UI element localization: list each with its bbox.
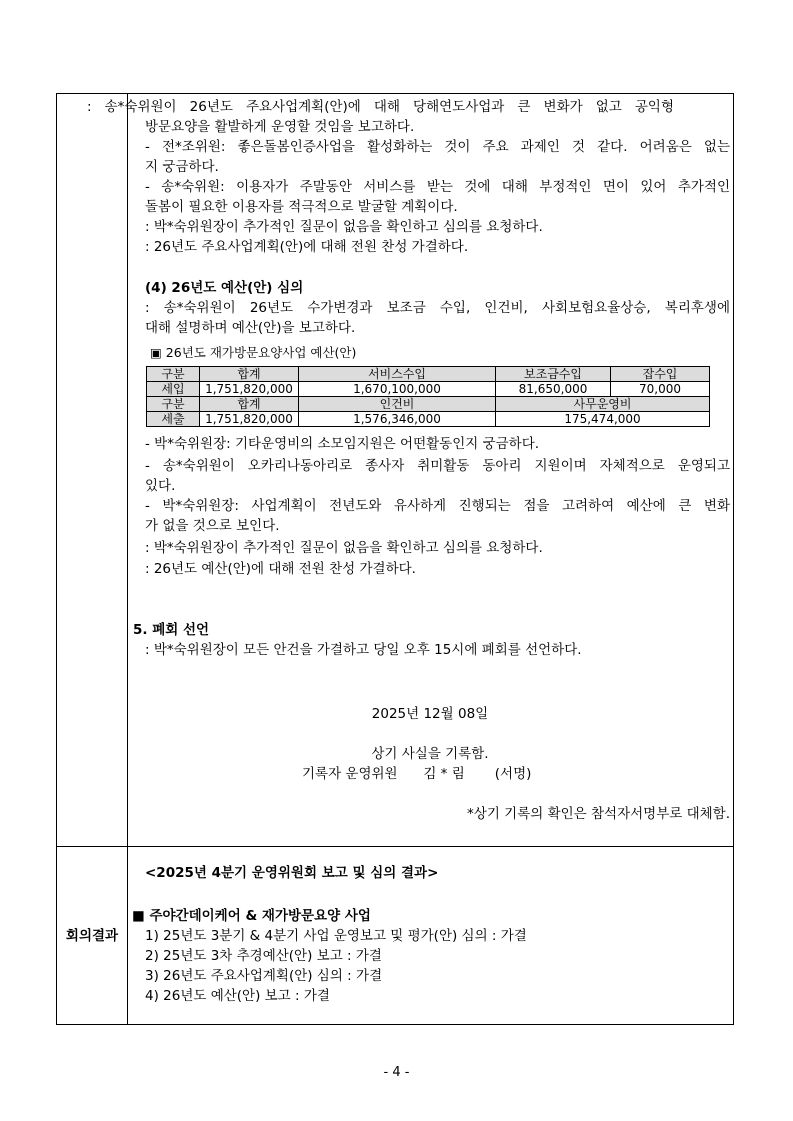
- minutes-line: - 송*숙위원: 이용자가 주말동안 서비스를 받는 것에 대해 부정적인 면이 있어 추가적인: [145, 179, 730, 195]
- minutes-line: - 박*숙위원장: 기타운영비의 소모임지원은 어떤활동인지 궁금하다.: [145, 436, 540, 452]
- column-divider: [127, 94, 128, 1024]
- minutes-line: - 송*숙위원이 오카리나동아리로 종사자 취미활동 동아리 지원이며 자체적으로 운영되고: [145, 458, 730, 474]
- table-cell: 보조금수입: [496, 367, 611, 382]
- minutes-line: : 송*숙위원이 26년도 주요사업계획(안)에 대해 당해연도사업과 큰 변화가 없고 공익형: [87, 99, 674, 115]
- row-divider: [57, 846, 733, 847]
- table-cell: 구분: [147, 367, 200, 382]
- recorder-line: 기록자 운영위원 김 * 림 (서명): [302, 766, 532, 782]
- minutes-line: - 박*숙위원장: 사업계획이 전년도와 유사하게 진행되는 점을 고려하여 예산에 큰 변화: [145, 498, 730, 514]
- table-cell: 1,751,820,000: [200, 382, 299, 397]
- table-cell: 인건비: [299, 397, 496, 412]
- table-cell: 서비스수입: [299, 367, 496, 382]
- table-cell: 잡수입: [611, 367, 710, 382]
- budget-table: [146, 366, 710, 427]
- table-row: [147, 382, 710, 397]
- minutes-line: - 전*조위원: 좋은돌봄인증사업을 활성화하는 것이 주요 과제인 것 같다. 어려움은 없는: [145, 139, 730, 155]
- table-cell: 합계: [200, 367, 299, 382]
- minutes-line: 방문요양을 활발하게 운영할 것임을 보고하다.: [145, 119, 415, 135]
- minutes-line: : 박*숙위원장이 추가적인 질문이 없음을 확인하고 심의를 요청하다.: [145, 219, 543, 235]
- table-cell: 사무운영비: [496, 397, 710, 412]
- result-item: 4) 26년도 예산(안) 보고 : 가결: [145, 988, 330, 1004]
- minutes-line: : 송*숙위원이 26년도 수가변경과 보조금 수입, 인건비, 사회보험요율상승, 복리후생에: [145, 300, 730, 316]
- meeting-date: 2025년 12월 08일: [371, 706, 489, 722]
- minutes-line: : 박*숙위원장이 모든 안건을 가결하고 당일 오후 15시에 폐회를 선언하다.: [145, 642, 582, 658]
- table-cell: 1,576,346,000: [299, 412, 496, 427]
- page-number: - 4 -: [383, 1065, 410, 1080]
- table-cell: 175,474,000: [496, 412, 710, 427]
- table-cell: 세출: [147, 412, 200, 427]
- result-item: 1) 25년도 3분기 & 4분기 사업 운영보고 및 평가(안) 심의 : 가결: [145, 928, 527, 944]
- result-section-heading: ■ 주야간데이케어 & 재가방문요양 사업: [132, 908, 371, 924]
- minutes-line: 돌봄이 필요한 이용자를 적극적으로 발굴할 계획이다.: [145, 199, 458, 215]
- table-row: [147, 367, 710, 382]
- minutes-line: : 26년도 예산(안)에 대해 전원 찬성 가결하다.: [145, 561, 416, 577]
- table-cell: 세입: [147, 382, 200, 397]
- result-item: 2) 25년도 3차 추경예산(안) 보고 : 가결: [145, 948, 382, 964]
- section-heading-budget: (4) 26년도 예산(안) 심의: [145, 280, 304, 296]
- table-cell: 1,670,100,000: [299, 382, 496, 397]
- section-heading-closing: 5. 폐회 선언: [133, 622, 210, 638]
- result-item: 3) 26년도 주요사업계획(안) 심의 : 가결: [145, 968, 383, 984]
- table-cell: 합계: [200, 397, 299, 412]
- result-title: <2025년 4분기 운영위원회 보고 및 심의 결과>: [145, 865, 439, 881]
- confirmation-note: *상기 기록의 확인은 참석자서명부로 대체함.: [467, 806, 730, 822]
- table-cell: 70,000: [611, 382, 710, 397]
- minutes-line: 있다.: [145, 478, 176, 494]
- minutes-line: : 26년도 주요사업계획(안)에 대해 전원 찬성 가결하다.: [145, 239, 469, 255]
- table-title: ▣ 26년도 재가방문요양사업 예산(안): [150, 345, 357, 360]
- table-cell: 81,650,000: [496, 382, 611, 397]
- result-label: 회의결과: [65, 928, 119, 944]
- table-cell: 1,751,820,000: [200, 412, 299, 427]
- minutes-line: : 박*숙위원장이 추가적인 질문이 없음을 확인하고 심의를 요청하다.: [145, 540, 543, 556]
- record-statement: 상기 사실을 기록함.: [371, 746, 489, 762]
- minutes-line: 대해 설명하며 예산(안)을 보고하다.: [145, 320, 356, 336]
- minutes-line: 가 없을 것으로 보인다.: [145, 518, 280, 534]
- table-row: [147, 412, 710, 427]
- table-row: [147, 397, 710, 412]
- table-cell: 구분: [147, 397, 200, 412]
- minutes-line: 지 궁금하다.: [145, 159, 219, 175]
